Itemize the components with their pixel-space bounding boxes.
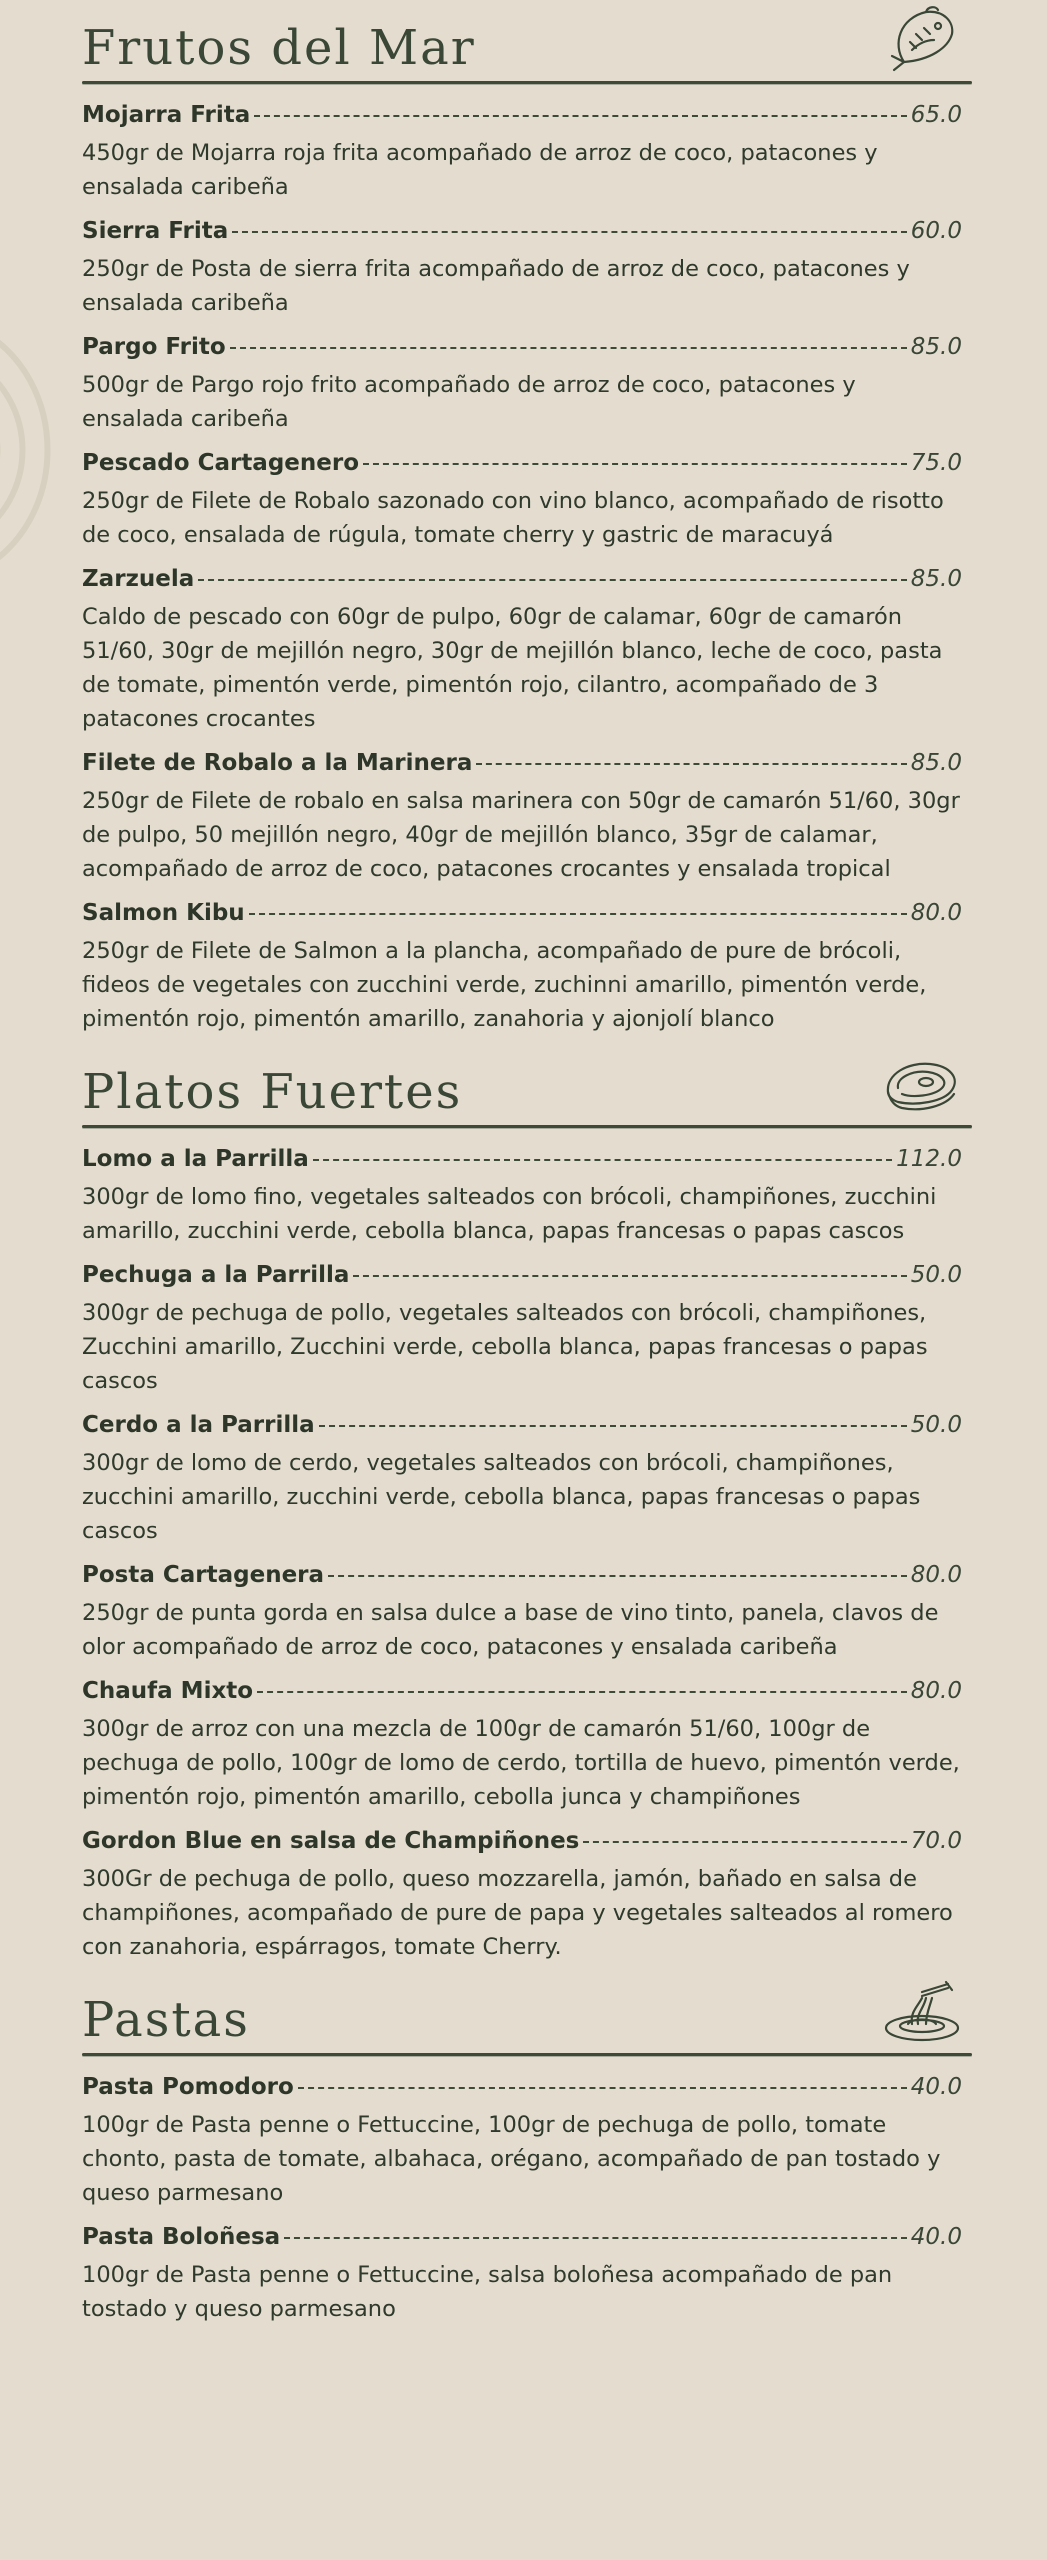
- item-price: 80.0: [910, 1562, 962, 1588]
- section-header: [82, 1044, 962, 1128]
- item-list: [82, 84, 962, 1036]
- item-description: 450gr de Mojarra roja frita acompañado de arroz de coco, patacones y ensalada caribeña: [82, 140, 878, 200]
- item-list: [82, 2056, 962, 2326]
- item-description: 300gr de pechuga de pollo, vegetales salteados con brócoli, champiñones, Zucchini amarillo, Zucchini verde, cebolla blanca, papas francesas o papas cascos: [82, 1300, 928, 1394]
- item-price: 80.0: [910, 1678, 962, 1704]
- item-name: Chaufa Mixto: [82, 1678, 254, 1704]
- dotted-leader: [254, 115, 906, 117]
- item-description: 250gr de Filete de Salmon a la plancha, acompañado de pure de brócoli, fideos de vegetales con zucchini verde, zuchinni amarillo, pimentón verde, pimentón rojo, pimentón amarillo, zanahoria y ajonjolí blanco: [82, 938, 927, 1032]
- dotted-leader: [249, 913, 907, 915]
- dotted-leader: [198, 579, 906, 581]
- item-price: 40.0: [910, 2224, 962, 2250]
- item-name: Salmon Kibu: [82, 900, 245, 926]
- menu-item: [82, 1562, 962, 1664]
- dotted-leader: [232, 231, 907, 233]
- item-description: Caldo de pescado con 60gr de pulpo, 60gr de calamar, 60gr de camarón 51/60, 30gr de mejillón negro, 30gr de mejillón blanco, leche de coco, pasta de tomate, pimentón verde, pimentón rojo, cilantro, acompañado de 3 patacones crocantes: [82, 604, 943, 732]
- dotted-leader: [257, 1691, 907, 1693]
- section-platos-fuertes: [82, 1044, 962, 1964]
- section-divider: [82, 2053, 972, 2056]
- menu-item: [82, 1828, 962, 1964]
- item-name: Zarzuela: [82, 566, 195, 592]
- menu-page: [82, 0, 962, 2340]
- item-description: 300gr de lomo fino, vegetales salteados con brócoli, champiñones, zucchini amarillo, zucchini verde, cebolla blanca, papas francesas o papas cascos: [82, 1184, 937, 1244]
- section-divider: [82, 1125, 972, 1128]
- menu-item: [82, 334, 962, 436]
- item-description: 300gr de lomo de cerdo, vegetales salteados con brócoli, champiñones, zucchini amarillo, zucchini verde, cebolla blanca, papas francesas o papas cascos: [82, 1450, 921, 1544]
- section-title: Platos Fuertes: [82, 1064, 463, 1120]
- item-price: 40.0: [910, 2074, 962, 2100]
- item-price: 112.0: [896, 1146, 962, 1172]
- item-price: 60.0: [910, 218, 962, 244]
- menu-item: [82, 1262, 962, 1398]
- menu-item: [82, 1412, 962, 1548]
- item-name: Cerdo a la Parrilla: [82, 1412, 315, 1438]
- item-price: 85.0: [910, 566, 962, 592]
- item-name: Pasta Boloñesa: [82, 2224, 281, 2250]
- item-price: 50.0: [910, 1412, 962, 1438]
- item-description: 250gr de punta gorda en salsa dulce a base de vino tinto, panela, clavos de olor acompañado de arroz de coco, patacones y ensalada caribeña: [82, 1600, 939, 1660]
- item-description: 100gr de Pasta penne o Fettuccine, salsa boloñesa acompañado de pan tostado y queso parmesano: [82, 2262, 893, 2322]
- item-price: 65.0: [910, 102, 962, 128]
- item-name: Pescado Cartagenero: [82, 450, 360, 476]
- item-price: 85.0: [910, 334, 962, 360]
- section-header: [82, 1972, 962, 2056]
- item-price: 85.0: [910, 750, 962, 776]
- item-description: 300gr de arroz con una mezcla de 100gr de camarón 51/60, 100gr de pechuga de pollo, 100gr de lomo de cerdo, tortilla de huevo, pimentón verde, pimentón rojo, pimentón amarillo, cebolla junca y champiñones: [82, 1716, 960, 1810]
- dotted-leader: [363, 463, 907, 465]
- dotted-leader: [230, 347, 907, 349]
- menu-item: [82, 450, 962, 552]
- item-description: 500gr de Pargo rojo frito acompañado de arroz de coco, patacones y ensalada caribeña: [82, 372, 856, 432]
- section-title: Pastas: [82, 1992, 250, 2048]
- section-header: [82, 0, 962, 84]
- item-name: Filete de Robalo a la Marinera: [82, 750, 473, 776]
- item-description: 250gr de Posta de sierra frita acompañado de arroz de coco, patacones y ensalada caribeña: [82, 256, 910, 316]
- item-description: 250gr de Filete de Robalo sazonado con vino blanco, acompañado de risotto de coco, ensalada de rúgula, tomate cherry y gastric de maracuyá: [82, 488, 944, 548]
- item-price: 80.0: [910, 900, 962, 926]
- menu-item: [82, 1146, 962, 1248]
- section-divider: [82, 81, 972, 84]
- menu-item: [82, 2224, 962, 2326]
- item-description: 250gr de Filete de robalo en salsa marinera con 50gr de camarón 51/60, 30gr de pulpo, 50 mejillón negro, 40gr de mejillón blanco, 35gr de calamar, acompañado de arroz de coco, patacones crocantes y ensalada tropical: [82, 788, 960, 882]
- item-name: Pechuga a la Parrilla: [82, 1262, 350, 1288]
- menu-item: [82, 1678, 962, 1814]
- menu-item: [82, 750, 962, 886]
- section-pastas: [82, 1972, 962, 2326]
- dotted-leader: [476, 763, 906, 765]
- dotted-leader: [328, 1575, 907, 1577]
- item-price: 75.0: [910, 450, 962, 476]
- item-description: 300Gr de pechuga de pollo, queso mozzarella, jamón, bañado en salsa de champiñones, acompañado de pure de papa y vegetales salteados al romero con zanahoria, espárragos, tomate Cherry.: [82, 1866, 953, 1960]
- dotted-leader: [298, 2087, 907, 2089]
- item-name: Lomo a la Parrilla: [82, 1146, 309, 1172]
- item-name: Gordon Blue en salsa de Champiñones: [82, 1828, 580, 1854]
- item-name: Sierra Frita: [82, 218, 229, 244]
- item-price: 70.0: [910, 1828, 962, 1854]
- menu-item: [82, 900, 962, 1036]
- dotted-leader: [319, 1425, 907, 1427]
- steak-icon: [882, 1048, 962, 1118]
- fish-icon: [882, 4, 962, 74]
- dotted-leader: [583, 1841, 906, 1843]
- pasta-plate-icon: [882, 1976, 962, 2046]
- menu-item: [82, 102, 962, 204]
- item-description: 100gr de Pasta penne o Fettuccine, 100gr de pechuga de pollo, tomate chonto, pasta de tomate, albahaca, orégano, acompañado de pan tostado y queso parmesano: [82, 2112, 941, 2206]
- dotted-leader: [313, 1159, 892, 1161]
- menu-item: [82, 218, 962, 320]
- decorative-leaf-icon: [0, 320, 70, 580]
- item-name: Pasta Pomodoro: [82, 2074, 294, 2100]
- dotted-leader: [284, 2237, 907, 2239]
- item-name: Posta Cartagenera: [82, 1562, 325, 1588]
- item-name: Mojarra Frita: [82, 102, 251, 128]
- menu-item: [82, 566, 962, 736]
- section-title: Frutos del Mar: [82, 20, 476, 76]
- item-name: Pargo Frito: [82, 334, 226, 360]
- section-frutos-del-mar: [82, 0, 962, 1036]
- dotted-leader: [353, 1275, 906, 1277]
- item-list: [82, 1128, 962, 1964]
- menu-item: [82, 2074, 962, 2210]
- item-price: 50.0: [910, 1262, 962, 1288]
